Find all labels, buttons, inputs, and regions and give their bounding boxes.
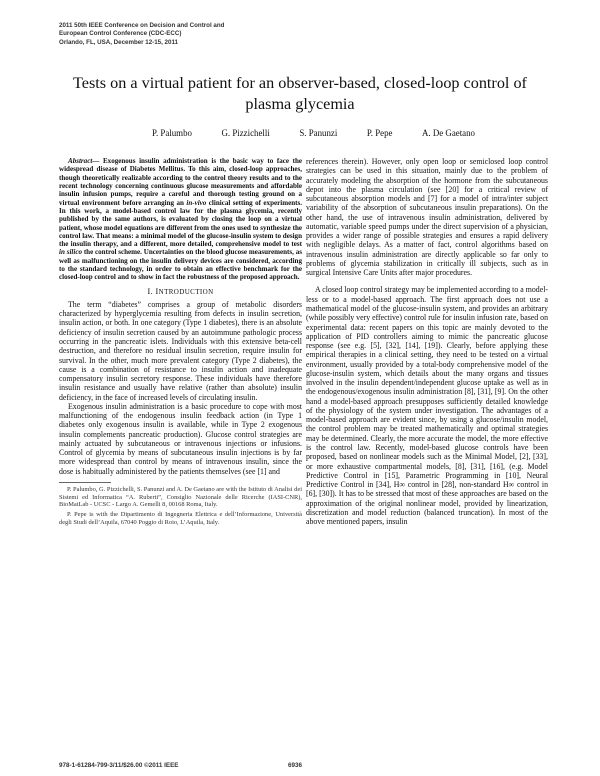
footnote-1: P. Palumbo, G. Pizzichelli, S. Panunzi and A. De Gaetano are with the Istituto di Analisi dei Sistemi ed Informatica “A. Ruberti”, Consiglio Nazionale delle Ricerche (IASI-CNR), BioMatLab - UCSC - Largo A. Gemelli 8, 00168 Roma, Italy. <box>59 486 302 509</box>
conference-line-3: Orlando, FL, USA, December 12-15, 2011 <box>59 38 178 46</box>
footnote-2: P. Pepe is with the Dipartimento di Ingegneria Elettrica e dell’Informazione, Università degli Studi dell’Aquila, 67040 Poggio di Roio, L’Aquila, Italy. <box>59 511 302 526</box>
paragraph-gap <box>306 277 548 285</box>
abstract-label: Abstract <box>68 157 93 165</box>
section-numeral: I. <box>147 286 156 296</box>
abstract-text-1: Exogenous insulin administration is the basic way to face the widespread disease of Diabetes Mellitus. To this aim, closed-loop approaches, though theoretically realizable according to the control theory results and to the recent technology concerning continuous glucose measurements and affordable insulin infusion pumps, require a careful and thorough testing ground on a virtual environment before arranging an <box>59 157 303 207</box>
isbn-footer: 978-1-61284-799-3/11/$26.00 ©2011 IEEE <box>59 762 179 769</box>
right-paragraph-1: references therein). However, only open loop or semiclosed loop control strategies can be used in this situation, mainly due to the problem of accurately modeling the absorption of the hormone from the subcutaneous depot into the plasma circulation (see [20] for a critical review of subcutaneous absorption models and [7] for a model of intra/inter subject variability of the absorption of subcutaneous insulin preparations). On the other hand, the use of intravenous insulin administration, delivered by automatic, variable speed pumps under the direct supervision of a physician, provides a wider range of possible strategies and ensures a rapid delivery with negligible delays. As a matter of fact, control algorithms based on intravenous insulin administration are directly applicable so far only to problems of glycemia stabilization in critically ill subjects, such as in surgical Intensive Care Units after major procedures. <box>306 157 548 278</box>
author-name: S. Panunzi <box>299 128 338 138</box>
intro-paragraph-1: The term “diabetes” comprises a group of metabolic disorders characterized by hyperglycemia resulting from defects in insulin secretion, insulin action, or both. In one category (Type 1 diabetes), there is an absolute deficiency of insulin secretion caused by an autoimmune pathologic process occurring in the pancreatic islets. Individuals with this extensive beta-cell destruction, and therefore no residual insulin secretion, require insulin for survival. In the other, much more prevalent category (Type 2 diabetes), the cause is a combination of resistance to insulin action and inadequate compensatory insulin secretory response. These individuals have therefore insulin resistance and usually have relative (rather than absolute) insulin deficiency, in the face of increased levels of circulating insulin. <box>59 299 302 402</box>
author-name: G. Pizzichelli <box>221 128 270 138</box>
footnotes <box>59 486 302 527</box>
abstract-italic-1: in-vivo <box>186 198 207 207</box>
conference-line-2: European Control Conference (CDC-ECC) <box>59 30 182 38</box>
left-column <box>59 157 302 529</box>
section-first-letter: I <box>155 286 159 296</box>
conference-header <box>59 22 319 47</box>
conference-line-1: 2011 50th IEEE Conference on Decision and Control and <box>59 22 225 29</box>
right-column <box>306 157 548 526</box>
intro-paragraph-2: Exogenous insulin administration is a basic procedure to cope with most malfunctioning of the endogenous insulin feedback action (in Type 1 diabetes only exogenous insulin is available, while in Type 2 exogenous insulin complements pancreatic production). Glucose control strategies are mainly actuated by subcutaneous or intravenous injections or infusions. Control of glycemia by means of subcutaneous insulin injections is by far more widespread than control by means of intravenous insulin, since the dose is habitually administered by the patients themselves (see [1] and <box>59 401 302 476</box>
abstract-dash: — <box>92 157 103 165</box>
author-list <box>60 128 540 138</box>
right-paragraph-2: A closed loop control strategy may be implemented according to a model-less or to a model-based approach. The first approach does not use a mathematical model of the glucose-insulin system, and provides an arbitrary (while possibly very effective) control rule for insulin infusion rate, based on experimental data: recent papers on this topic are mainly devoted to the application of PID controllers aiming to mimic the pancreatic glucose response (see e.g. [5], [32], [14], [19]). Clearly, before applying these empirical therapies in a clinical setting, they need to be tested on a virtual environment, usually provided by a total-body comprehensive model of the glucose-insulin system, which details about the many organs and tissues involved in the insulin dependent/independent glucose uptake as well as in the endogenous/exogenous insulin administration [8], [31], [9]. On the other hand a model-based approach presupposes sufficiently detailed knowledge of the physiology of the system under investigation. The advantages of a model-based approach are evident since, by using a glucose/insulin model, the control problem may be treated mathematically and optimal strategies may be determined. Clearly, the more accurate the model, the more effective is the control law. Recently, model-based glucose controls have been proposed, based on nonlinear models such as the Minimal Model, [2], [33], or more exhaustive compartmental models, [8], [31], [16], (e.g. Model Predictive Control in [15], Parametric Programming in [10], Neural Predictive Control in [34], H∞ control in [28], non-standard H∞ control in [6], [30]). It has to be stressed that most of these approaches are based on the approximation of the original nonlinear model, provided by linearization, discretization and model reduction (balanced truncation). In most of the above mentioned papers, insulin <box>306 285 548 527</box>
page-number: 6936 <box>288 762 303 769</box>
author-name: P. Palumbo <box>152 128 192 138</box>
abstract-italic-2: in silico <box>59 248 82 257</box>
paper-title: Tests on a virtual patient for an observer-based, closed-loop control of plasma glycemia <box>73 74 527 113</box>
abstract-text-2: clinical setting of experiments. In this work, a model-based control law for the plasma glycemia, recently published by the same authors, is evaluated by closing the loop on a virtual patient, whose model equations are different from the ones used to synthesize the control law. That means: a minimal model of the glucose-insulin system to design the insulin therapy, and a different, more detailed, comprehensive model to test <box>59 198 302 249</box>
footnote-divider <box>59 482 111 483</box>
abstract-text-3: the control scheme. Uncertainties on the blood glucose measurements, as well as malfunctioning on the insulin delivery devices are considered, according to the standard technology, in order to obtain an effective benchmark for the closed-loop control and to show in fact the robustness of the proposed approach. <box>59 248 302 282</box>
author-name: P. Pepe <box>366 128 393 138</box>
section-rest: NTRODUCTION <box>158 287 214 296</box>
author-name: A. De Gaetano <box>422 128 475 138</box>
abstract <box>59 157 302 282</box>
section-heading-introduction <box>59 287 302 297</box>
